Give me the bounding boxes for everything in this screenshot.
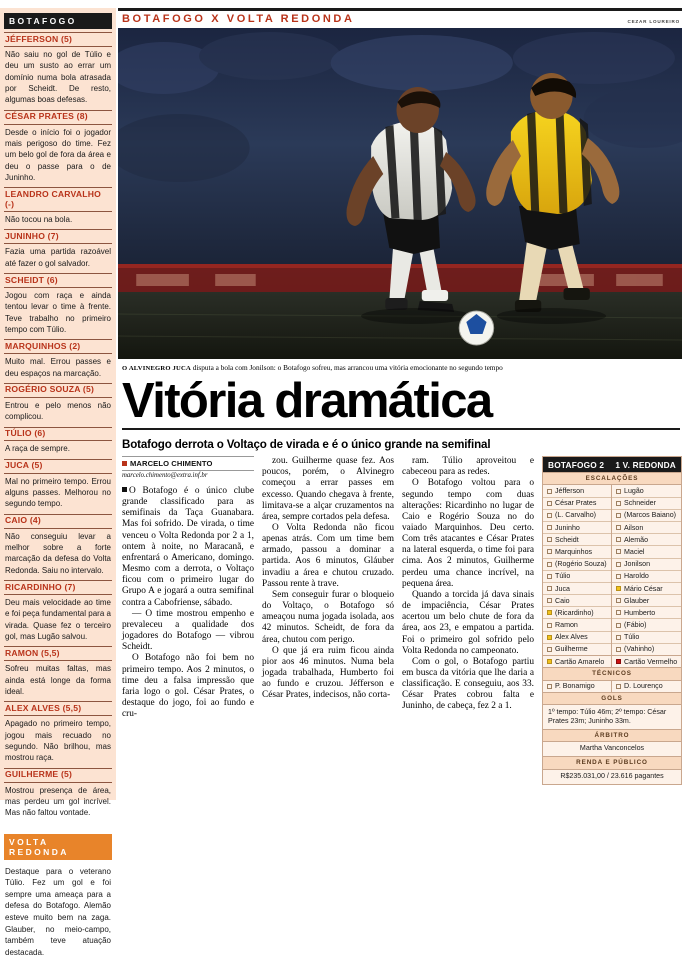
player-rating-note: A raça de sempre.: [5, 444, 70, 454]
coach-marker-icon-2: [616, 684, 621, 689]
lineup-row: [543, 498, 611, 510]
no-card-icon: [616, 537, 621, 542]
byline-top-rule: [122, 456, 254, 457]
lineup-row: [612, 583, 681, 595]
byline-bullet-icon: [122, 461, 127, 466]
lineup-player-name: (Rogério Souza): [555, 560, 607, 569]
headline-divider: [122, 428, 680, 430]
lineup-player-name: Schneider: [624, 499, 656, 508]
boxscore-goals-text: 1º tempo: Túlio 46m; 2º tempo: César Prates 23m; Juninho 33m.: [548, 707, 667, 725]
lineup-row: [612, 644, 681, 655]
player-rating-block: [4, 110, 112, 187]
ratings-away-team-banner: VOLTA REDONDA: [4, 834, 112, 860]
no-card-icon: [616, 598, 621, 603]
article-paragraph: O Botafogo não foi bem no primeiro tempo. Aos 2 minutos, o time deu a falsa impressão que faria logo o gol. César Prates, o destaque do jogo, foi ao fundo e cru-: [122, 653, 254, 720]
lineup-player-name: Glauber: [624, 596, 650, 605]
article-body-1: [122, 486, 254, 720]
lineup-player-name: Marquinhos: [555, 547, 593, 556]
coach-away-wrap: [612, 681, 681, 692]
no-card-icon: [616, 549, 621, 554]
match-photo: [118, 28, 682, 359]
byline-email: marcelo.chimento@extra.inf.br: [122, 472, 208, 480]
lineup-player-name: Caio: [555, 596, 570, 605]
article-body-2: [262, 456, 394, 701]
boxscore-away-lineup: [612, 485, 681, 655]
lineup-player-name: Juca: [555, 584, 570, 593]
lineup-row: [612, 571, 681, 583]
football-ball: [459, 311, 493, 345]
player-rating-name: CAIO (4): [4, 514, 112, 529]
article-paragraph: O Botafogo é o único clube grande classificado para as semifinais da Taça Guanabara. Mas foi sofrido. De virada, o time venceu o Volta Redonda por 2 a 1, ontem à noite, no Maracanã, e enfrentará o Americano, domingo. Mesmo com a derrota, o Voltaço ficou com o primeiro lugar do Grupo A e jogará a outra semifinal contra a Cabofriense, sábado.: [122, 486, 254, 608]
player-rating-name: JUNINHO (7): [4, 229, 112, 244]
byline-author: MARCELO CHIMENTO: [130, 458, 213, 468]
lineup-row: [543, 607, 611, 619]
lineup-player-name: (Vahinho): [624, 645, 655, 654]
no-card-icon: [616, 574, 621, 579]
no-card-icon: [616, 489, 621, 494]
lineup-player-name: Guilherme: [555, 645, 588, 654]
player-rating-name: ROGÉRIO SOUZA (5): [4, 383, 112, 398]
lineup-row: [612, 559, 681, 571]
article-column-1: [122, 456, 254, 785]
lineup-row: [612, 498, 681, 510]
lineup-row: [543, 534, 611, 546]
no-card-icon: [547, 586, 552, 591]
article-paragraph: O Botafogo voltou para o segundo tempo com duas alterações: Ricardinho no lugar de Caio e Rogério Souza no do vaiado Marquinhos. Deu certo. Com três atacantes e César Prates na lateral esquerda, o time foi para cima. Aos 2 minutos, Guilherme perdeu uma chance incrível, na pequena área.: [402, 478, 534, 589]
article-paragraph: ram. Túlio aproveitou e cabeceou para as redes.: [402, 456, 534, 478]
legend-red-label: Cartão Vermelho: [624, 657, 678, 666]
byline-bottom-rule: [122, 470, 254, 471]
boxscore-attendance-value: R$235.031,00 / 23.616 pagantes: [560, 772, 664, 781]
player-rating-note: Muito mal. Errou passes e deu espaços na marcação.: [5, 357, 111, 378]
boxscore-coaches-grid: [543, 681, 681, 692]
page-subheadline: Botafogo derrota o Voltaço de virada e é o único grande na semifinal: [122, 438, 491, 452]
boxscore-section-lineups: ESCALAÇÕES: [543, 472, 681, 485]
boxscore-title: [543, 457, 681, 472]
lineup-player-name: Lugão: [624, 487, 644, 495]
byline: [122, 459, 254, 468]
no-card-icon: [547, 623, 552, 628]
article-paragraph: Sem conseguir furar o bloqueio do Voltaço, o Botafogo só ameaçou numa jogada isolada, aos 42 minutos. Scheidt, de fora da área, chutou com perigo.: [262, 589, 394, 645]
lineup-row: [612, 607, 681, 619]
lineup-row: [543, 644, 611, 655]
lineup-player-name: Juninho: [555, 523, 580, 532]
boxscore-away-score: 1 V. REDONDA: [615, 459, 676, 470]
article-paragraph: Com o gol, o Botafogo partiu em busca da vitória que lhe daria a classificação. E conseguiu, aos 33. César Prates cobrou falta e Juninho, de cabeça, fez 2 a 1.: [402, 656, 534, 712]
player-rating-name: ALEX ALVES (5,5): [4, 701, 112, 716]
lineup-player-name: César Prates: [555, 499, 597, 508]
lineup-player-name: Jonilson: [624, 560, 651, 569]
lineup-player-name: Haroldo: [624, 572, 649, 581]
boxscore-home-lineup: [543, 485, 612, 655]
lineup-player-name: (Marcos Baiano): [624, 511, 677, 520]
lineup-player-name: Scheidt: [555, 535, 579, 544]
article-paragraph: zou. Guilherme quase fez. Aos poucos, porém, o Alvinegro começou a errar passes em excesso. Quando chegava à frente, limitava-se a alçar cruzamentos na área, sempre cortados pela defesa.: [262, 456, 394, 522]
lineup-player-name: Humberto: [624, 608, 656, 617]
lineup-player-name: Maciel: [624, 547, 645, 556]
article-body-3: [402, 456, 534, 713]
no-card-icon: [547, 525, 552, 530]
player-rating-note: Entrou e pelo menos não complicou.: [5, 400, 111, 422]
player-rating-note: Não conseguiu levar a melhor sobre a forte marcação da defesa do Volta Redonda. Saiu no intervalo.: [5, 531, 111, 575]
lineup-player-name: Túlio: [555, 572, 571, 581]
ratings-away-note: Destaque para o veterano Túlio. Fez um gol e foi sempre uma ameaça para a defesa do Botafogo. Alemão esteve muito bem na zaga. Glauber, no meio-campo, também teve atuação destacada.: [5, 866, 111, 957]
match-title: BOTAFOGO X VOLTA REDONDA: [122, 13, 355, 25]
player-rating-name: RICARDINHO (7): [4, 580, 112, 595]
lineup-player-name: Mário César: [624, 584, 663, 593]
lineup-row: [543, 632, 611, 644]
lineup-player-name: Alex Alves: [555, 633, 588, 642]
lineup-player-name: (L. Carvalho): [555, 511, 597, 520]
player-rating-name: MARQUINHOS (2): [4, 339, 112, 354]
boxscore-section-coaches: TÉCNICOS: [543, 667, 681, 680]
player-rating-name: LEANDRO CARVALHO (-): [4, 187, 112, 212]
player-rating-name: JÉFFERSON (5): [4, 32, 112, 47]
no-card-icon: [547, 647, 552, 652]
no-card-icon: [616, 635, 621, 640]
legend-red-wrap: [612, 656, 681, 667]
player-rating-note: Sofreu muitas faltas, mas ainda está longe da forma ideal.: [5, 664, 111, 696]
ratings-list: [4, 32, 112, 822]
no-card-icon: [616, 501, 621, 506]
player-rating-name: CÉSAR PRATES (8): [4, 110, 112, 125]
lineup-row: [612, 510, 681, 522]
lineup-player-name: (Ricardinho): [555, 608, 594, 617]
lineup-row: [612, 595, 681, 607]
page-headline: Vitória dramática: [122, 373, 492, 428]
boxscore-home-score: BOTAFOGO 2: [548, 459, 605, 470]
article-paragraph: — O time mostrou empenho e prevaleceu a qualidade dos jogadores do Botafogo — vibrou Scheidt.: [122, 608, 254, 653]
no-card-icon: [547, 501, 552, 506]
player-rating-name: SCHEIDT (6): [4, 273, 112, 288]
lineup-row: [543, 619, 611, 631]
boxscore-card-legend: [543, 655, 681, 667]
boxscore-referee-name: Martha Vanconcelos: [579, 744, 645, 753]
player-rating-block: [4, 187, 112, 228]
coach-away-name: D. Lourenço: [624, 682, 663, 691]
player-rating-note: Fazia uma partida razoável até fazer o gol salvador.: [5, 247, 111, 268]
player-rating-block: [4, 580, 112, 645]
player-rating-block: [4, 229, 112, 272]
ratings-home-team-banner: BOTAFOGO: [4, 13, 112, 29]
no-card-icon: [547, 489, 552, 494]
lineup-player-name: Ailson: [624, 523, 644, 532]
article-paragraph: O que já era ruim ficou ainda pior aos 46 minutos. Numa bela jogada trabalhada, Humberto foi ao fundo e cruzou. Jéfferson e César Prates, indecisos, não corta-: [262, 645, 394, 701]
lineup-row: [612, 632, 681, 644]
legend-yellow-wrap: [543, 656, 612, 667]
player-rating-note: Jogou com raça e ainda tentou levar o time à frente. Teve trabalho no primeiro tempo com Túlio.: [5, 290, 111, 334]
article-column-3: [402, 456, 534, 785]
lineup-row: [543, 485, 611, 497]
player-rating-note: Não tocou na bola.: [5, 215, 73, 225]
player-rating-block: [4, 646, 112, 700]
match-header: [118, 11, 682, 28]
lineup-row: [543, 559, 611, 571]
article-paragraph: Quando a torcida já dava sinais de impaciência, César Prates acertou um belo chute de fora da área, aos 23, e empatou a partida. Foi o primeiro gol sofrido pelo Volta Redonda no campeonato.: [402, 589, 534, 656]
player-rating-block: [4, 339, 112, 382]
coach-marker-icon: [547, 684, 552, 689]
player-rating-block: [4, 32, 112, 109]
yellow-card-icon: [616, 586, 621, 591]
article-paragraph: O Volta Redonda não ficou apenas atrás. Com um time bem armado, passou a dominar a partida. Aos 6 minutos, Gláuber invadiu a área e chutou cruzado. Passou rente à trave.: [262, 522, 394, 589]
legend-red-row: [612, 656, 681, 667]
player-rating-name: RAMON (5,5): [4, 646, 112, 661]
no-card-icon: [616, 647, 621, 652]
player-rating-block: [4, 427, 112, 458]
no-card-icon: [547, 513, 552, 518]
coach-home-row: [543, 681, 611, 692]
legend-yellow-label: Cartão Amarelo: [555, 657, 605, 666]
player-rating-block: [4, 273, 112, 338]
lineup-row: [612, 534, 681, 546]
lineup-row: [543, 595, 611, 607]
lineup-player-name: Alemão: [624, 535, 649, 544]
player-rating-name: GUILHERME (5): [4, 768, 112, 783]
no-card-icon: [616, 562, 621, 567]
paragraph-bullet-icon: [122, 487, 127, 492]
lineup-row: [543, 510, 611, 522]
player-rating-block: [4, 514, 112, 579]
coach-away-row: [612, 681, 681, 692]
lineup-player-name: Ramon: [555, 621, 578, 630]
photo-credit: CEZAR LOUREIRO: [627, 18, 680, 24]
boxscore-lineups-grid: [543, 485, 681, 655]
coach-home-name: P. Bonamigo: [555, 682, 595, 691]
player-rating-note: Deu mais velocidade ao time e foi peça fundamental para a virada. Quase fez o terceiro gol, mas Lugão salvou.: [5, 597, 111, 641]
player-rating-block: [4, 383, 112, 426]
red-card-icon: [616, 659, 621, 664]
article-columns: [122, 456, 542, 785]
boxscore-panel: [542, 456, 682, 785]
player-rating-note: Mostrou presença de área, mas perdeu um gol incrível. Mas não faltou vontade.: [5, 785, 111, 818]
player-rating-note: Mal no primeiro tempo. Errou alguns passes. Melhorou no segundo tempo.: [5, 476, 111, 509]
lineup-player-name: Jéfferson: [555, 487, 585, 495]
lineup-player-name: Túlio: [624, 633, 640, 642]
lineup-row: [612, 546, 681, 558]
lineup-player-name: (Fábio): [624, 621, 647, 630]
player-rating-block: [4, 768, 112, 822]
boxscore-section-attendance: RENDA E PÚBLICO: [543, 756, 681, 769]
boxscore-section-referee: ÁRBITRO: [543, 729, 681, 742]
no-card-icon: [616, 513, 621, 518]
lineup-row: [543, 546, 611, 558]
lineup-row: [612, 619, 681, 631]
lineup-row: [612, 485, 681, 497]
player-rating-name: JUCA (5): [4, 459, 112, 474]
yellow-card-icon: [547, 610, 552, 615]
photo-caption-lead: O ALVINEGRO JUCA: [122, 365, 191, 372]
boxscore-section-goals: GOLS: [543, 692, 681, 705]
no-card-icon: [616, 610, 621, 615]
yellow-card-icon: [547, 659, 552, 664]
yellow-card-icon: [547, 635, 552, 640]
article-and-boxscore: [118, 456, 682, 785]
player-rating-note: Não saiu no gol de Túlio e deu um susto ao errar um domínio numa bola atrasada por Scheidt. De resto, algumas boas defesas.: [5, 49, 111, 105]
photo-caption-rest: disputa a bola com Jonilson: o Botafogo sofreu, mas arrancou uma vitória emocionante no segundo tempo: [190, 363, 503, 372]
player-rating-note: Desde o início foi o jogador mais perigoso do time. Fez um belo gol de fora da área e deu o passe para o de Juninho.: [5, 127, 111, 182]
coach-home-wrap: [543, 681, 612, 692]
main-content: [118, 0, 682, 800]
article-column-2: [262, 456, 394, 785]
player-rating-note: Apagado no primeiro tempo, jogou mais recuado no segundo. Não brilhou, mas mostrou raça.: [5, 719, 111, 763]
no-card-icon: [616, 525, 621, 530]
player-rating-block: [4, 701, 112, 766]
match-photo-illustration: [118, 28, 682, 359]
lineup-row: [543, 571, 611, 583]
player-rating-block: [4, 459, 112, 513]
lineup-row: [612, 522, 681, 534]
lineup-row: [543, 583, 611, 595]
legend-yellow-row: [543, 656, 611, 667]
no-card-icon: [547, 537, 552, 542]
player-rating-name: TÚLIO (6): [4, 427, 112, 442]
no-card-icon: [547, 562, 552, 567]
no-card-icon: [616, 623, 621, 628]
no-card-icon: [547, 574, 552, 579]
no-card-icon: [547, 549, 552, 554]
no-card-icon: [547, 598, 552, 603]
lineup-row: [543, 522, 611, 534]
player-ratings-sidebar: [0, 0, 118, 957]
